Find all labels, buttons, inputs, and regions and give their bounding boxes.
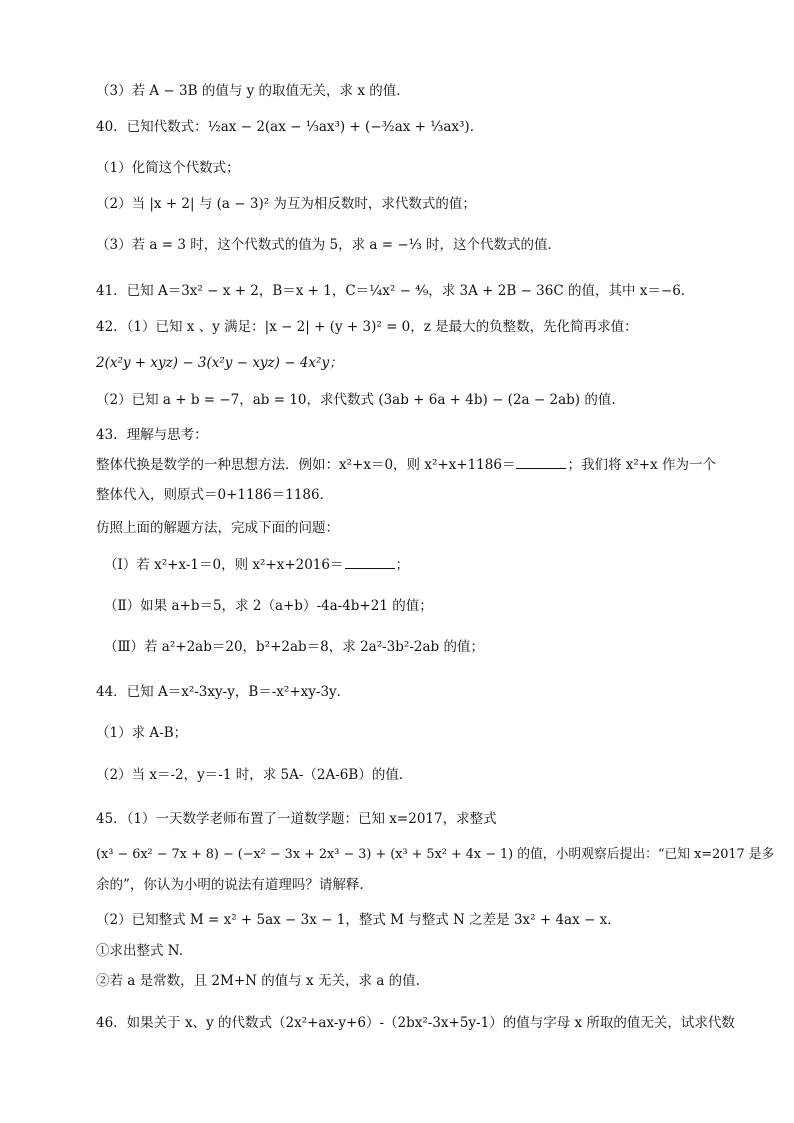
q40-part3: （3）若 a = 3 时，这个代数式的值为 5，求 a = −⅓ 时，这个代数式的值． (96, 237, 562, 253)
q45-part2-sub1: ①求出整式 N. (96, 943, 184, 959)
q40-part2: （2）当 |x + 2| 与 (a − 3)² 为互为相反数时，求代数式的值； (96, 196, 476, 212)
q43-instruction: 仿照上面的解题方法，完成下面的问题： (96, 520, 339, 536)
q42-expression: 2(x²y + xyz) − 3(x²y − xyz) − 4x²y； (96, 355, 343, 371)
q42-part2: （2）已知 a + b = −7，ab = 10，求代数式 (3ab + 6a + 4b) − (2a − 2ab) 的值. (96, 392, 616, 408)
q43-example: 整体代换是数学的一种思想方法．例如：x²+x＝0，则 x²+x+1186＝ ；我们将 x²+x 作为一个 (96, 457, 716, 473)
q43-title: 43．理解与思考： (96, 427, 208, 443)
q44-part2: （2）当 x＝-2，y＝-1 时，求 5A-（2A-6B）的值． (96, 767, 413, 783)
q45-part1-cont: 余的”，你认为小明的说法有道理吗？请解释. (96, 877, 364, 893)
q44-stem: 44．已知 A＝x²-3xy-y，B＝-x²+xy-3y． (96, 684, 351, 700)
q40-stem: 40．已知代数式：½ax − 2(ax − ⅓ax³) + (−³⁄₂ax + ⅓ax³)． (96, 119, 484, 135)
q39-part3: （3）若 A − 3B 的值与 y 的取值无关，求 x 的值． (96, 83, 410, 99)
q46-stem: 46．如果关于 x、y 的代数式（2x²+ax-y+6）-（2bx²-3x+5y-1）的值与字母 x 所取的值无关，试求代数 (96, 1015, 735, 1031)
q45-part2-sub2: ②若 a 是常数，且 2M+N 的值与 x 无关，求 a 的值. (96, 973, 420, 989)
q45-part1: 45．（1）一天数学老师布置了一道数学题：已知 x=2017，求整式 (96, 811, 497, 827)
q43-example-cont: 整体代入，则原式＝0+1186＝1186． (96, 487, 334, 503)
q43-part2: （Ⅱ）如果 a+b＝5，求 2（a+b）-4a-4b+21 的值； (104, 598, 433, 614)
answer-blank[interactable] (516, 456, 566, 469)
q44-part1: （1）求 A-B； (96, 725, 188, 741)
q43-part3: （Ⅲ）若 a²+2ab＝20，b²+2ab＝8，求 2a²-3b²-2ab 的值； (104, 639, 484, 655)
q41-stem: 41．已知 A＝3x² − x + 2，B＝x + 1，C＝¼x² − ⁴⁄₉，求 3A + 2B − 36C 的值，其中 x＝−6． (96, 283, 695, 299)
q45-part2: （2）已知整式 M = x² + 5ax − 3x − 1，整式 M 与整式 N 之差是 3x² + 4ax − x． (96, 912, 621, 928)
q40-part1: （1）化简这个代数式； (96, 160, 240, 176)
q42-part1: 42．（1）已知 x 、y 满足：|x − 2| + (y + 3)² = 0，z 是最大的负整数，先化简再求值： (96, 319, 638, 335)
q43-part1: （Ⅰ）若 x²+x-1＝0，则 x²+x+2016＝ ； (104, 557, 409, 573)
q45-expression: (x³ − 6x² − 7x + 8) − (−x² − 3x + 2x³ − 3) + (x³ + 5x² + 4x − 1) 的值，小明观察后提出：“已知 x=2017 是多 (96, 847, 775, 862)
answer-blank[interactable] (345, 556, 395, 569)
